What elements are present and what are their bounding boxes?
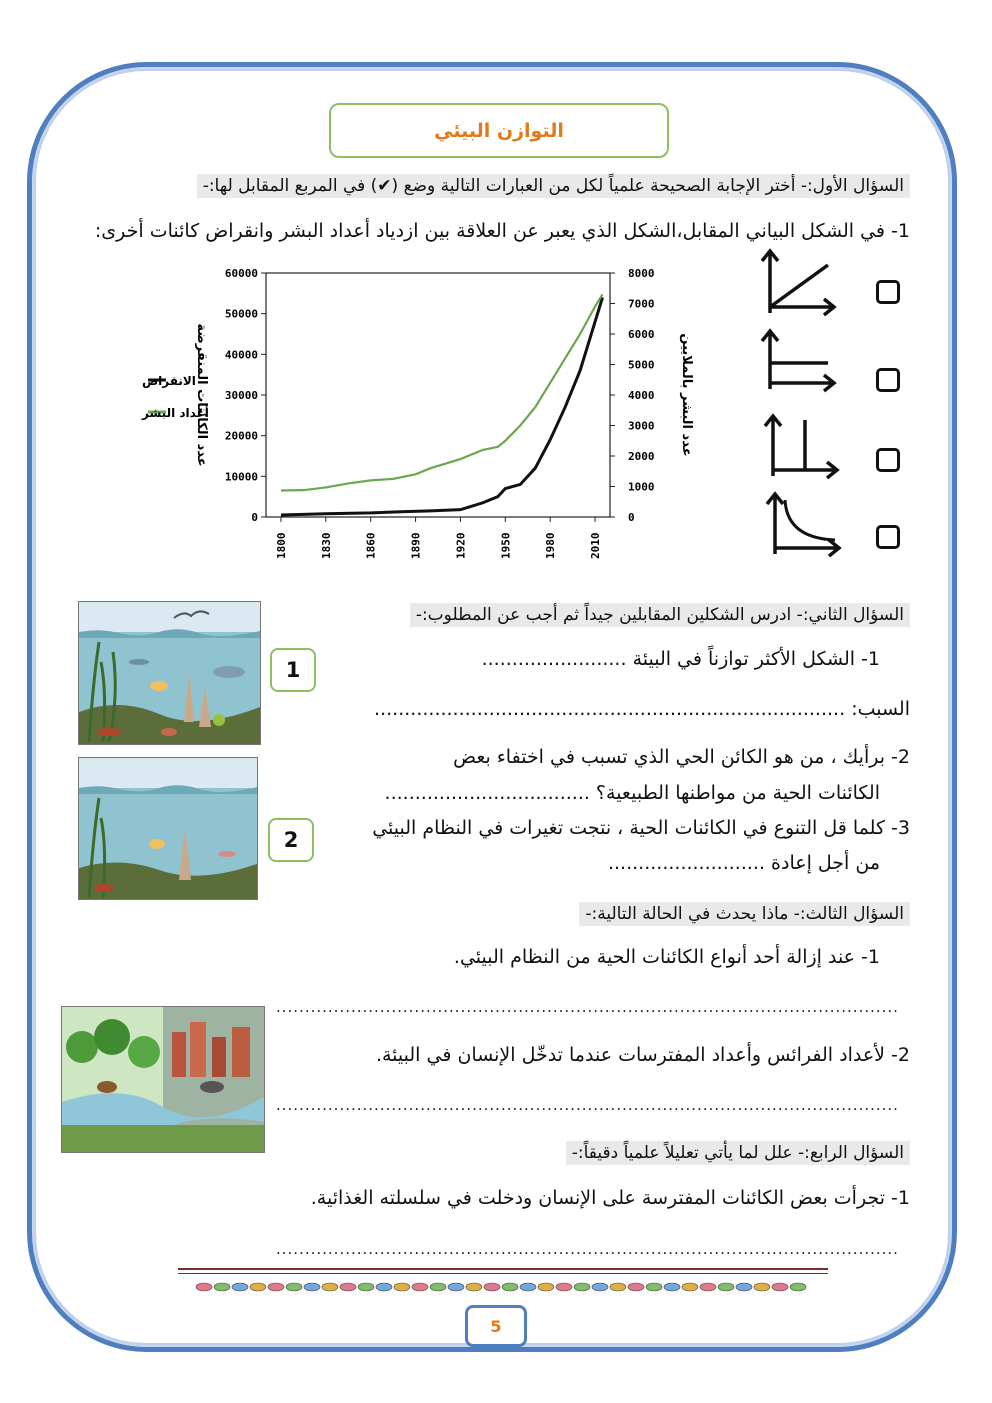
option-graph-decreasing: [765, 488, 845, 558]
y-axis-left-label: عدد الكائنات المنقرضة: [194, 323, 209, 467]
q3-item1: 1- عند إزالة أحد أنواع الكائنات الحية من النظام البيئي.: [453, 946, 880, 968]
q4-item1: 1- تجرأت بعض الكائنات المفترسة على الإنسان ودخلت في سلسلته الغذائية.: [310, 1187, 910, 1209]
page-number: 5: [465, 1305, 527, 1347]
q2-item1: [482, 648, 880, 670]
q4-item1-answer-line[interactable]: ............................................................................................................: [276, 1240, 899, 1258]
title-box: [329, 103, 669, 158]
right-tick-label: 0: [628, 511, 635, 524]
page-title: التوازن البيئي: [434, 119, 564, 142]
q3-item1-answer-line[interactable]: ............................................................................................................: [276, 998, 899, 1016]
left-tick-label: 10000: [224, 470, 258, 484]
q2-reason-answer-line[interactable]: ..............................................................................: [374, 698, 846, 720]
x-tick-label: 1980: [544, 532, 558, 559]
plot-frame: [266, 273, 610, 517]
q2-item2-line2: الكائنات الحية من مواطنها الطبيعية؟ ..................................: [384, 782, 880, 804]
option-graph-vertical: [765, 410, 845, 480]
x-tick-label: 1800: [274, 532, 288, 559]
q2-heading: السؤال الثاني:- ادرس الشكلين المقابلين جيداً ثم أجب عن المطلوب:-: [410, 603, 910, 627]
x-tick-label: 1950: [499, 532, 513, 559]
option-graph-flat: [760, 325, 840, 395]
x-tick-label: 2010: [589, 532, 603, 559]
right-tick-label: 4000: [628, 389, 655, 402]
x-tick-label: 1920: [454, 532, 468, 559]
q2-item3-line2: من أجل إعادة ..........................: [607, 852, 880, 874]
option-checkbox-1[interactable]: [876, 280, 900, 304]
q3-item2: 2- لأعداد الفرائس وأعداد المفترسات عندما تدخّل الإنسان في البيئة.: [375, 1044, 910, 1066]
right-tick-label: 3000: [628, 419, 655, 433]
q3-heading: السؤال الثالث:- ماذا يحدث في الحالة التالية:-: [579, 902, 910, 926]
option-checkbox-2[interactable]: [876, 368, 900, 392]
right-tick-label: 8000: [628, 267, 655, 280]
option-checkbox-3[interactable]: [876, 448, 900, 472]
q2-item3-line1: 3- كلما قل التنوع في الكائنات الحية ، نتجت تغيرات في النظام البيئي: [372, 817, 910, 839]
right-tick-label: 2000: [628, 450, 655, 463]
q2-item2-line1: 2- برأيك ، من هو الكائن الحي الذي تسبب في اختفاء بعض: [453, 746, 910, 768]
q2-item1-text: 1- الشكل الأكثر توازناً في البيئة: [632, 648, 880, 670]
footer-divider-top: [178, 1268, 828, 1270]
figure-2-label: 2: [268, 818, 314, 862]
left-tick-label: 60000: [224, 267, 258, 280]
right-tick-label: 5000: [628, 358, 655, 372]
footer-divider-bottom: [178, 1273, 828, 1274]
right-tick-label: 1000: [628, 480, 655, 494]
line-chart: [80, 260, 694, 570]
left-tick-label: 40000: [224, 348, 258, 362]
q2-reason-label: السبب:: [851, 698, 910, 720]
option-graph-increasing: [760, 245, 840, 315]
series-line-2: [281, 294, 603, 490]
x-tick-label: 1890: [409, 532, 423, 559]
ecosystem-image-1: [78, 601, 261, 745]
legend-label-1: الانقراض: [142, 374, 196, 388]
option-checkbox-4[interactable]: [876, 525, 900, 549]
q1-heading: السؤال الأول:- أختر الإجابة الصحيحة علمياً لكل من العبارات التالية وضع (✔) في المربع المقابل لها:-: [197, 174, 910, 198]
left-tick-label: 0: [251, 511, 258, 524]
left-tick-label: 30000: [224, 389, 258, 402]
x-tick-label: 1860: [364, 532, 378, 559]
series-line-1: [281, 297, 603, 515]
y-axis-right-label: عدد البشر بالملايين: [679, 333, 694, 457]
left-tick-label: 50000: [224, 307, 258, 321]
legend-label-2: أعداد البشر: [142, 406, 209, 420]
x-tick-label: 1830: [319, 532, 333, 559]
q1-item1: 1- في الشكل البياني المقابل،الشكل الذي يعبر عن العلاقة بين ازدياد أعداد البشر وانقراض كائنات أخرى:: [94, 220, 910, 242]
figure-1-label: 1: [270, 648, 316, 692]
ecosystem-image-2: [78, 757, 258, 900]
right-tick-label: 7000: [628, 297, 655, 311]
decorative-border-icon: [195, 1279, 807, 1295]
q3-item2-answer-line[interactable]: ............................................................................................................: [276, 1096, 899, 1114]
q2-item1-answer-line[interactable]: ........................: [481, 648, 627, 670]
human-intervention-image: [61, 1006, 265, 1153]
left-tick-label: 20000: [224, 429, 258, 443]
q2-reason: [374, 698, 910, 720]
right-tick-label: 6000: [628, 328, 655, 341]
q4-heading: السؤال الرابع:- علل لما يأتي تعليلاً علمياً دقيقاً:-: [566, 1141, 910, 1165]
